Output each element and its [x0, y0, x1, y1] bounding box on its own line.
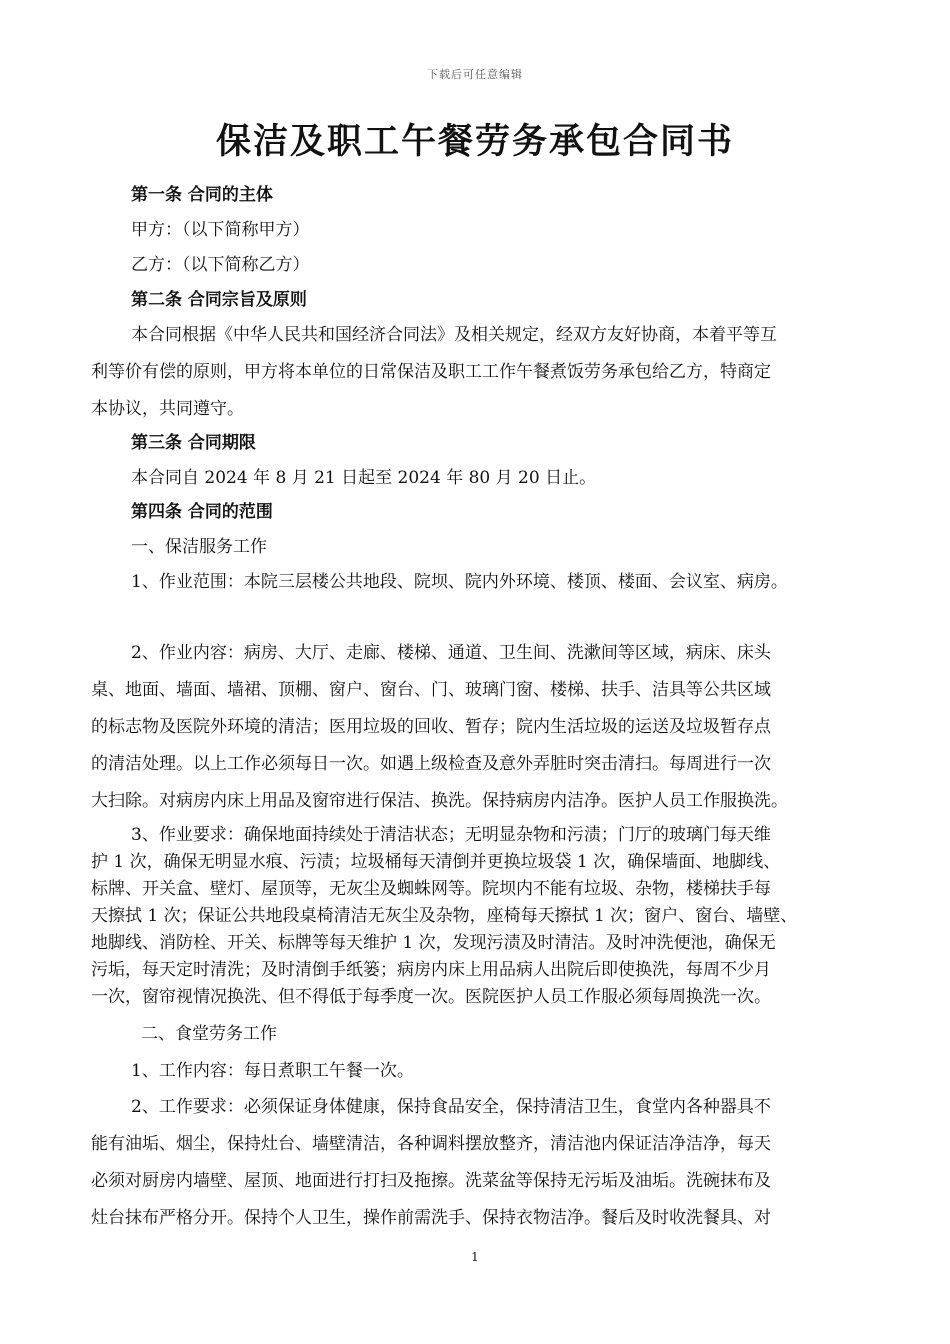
article-3-heading: 第三条 合同期限 — [131, 433, 256, 453]
article-2-text-line: 本协议，共同遵守。 — [91, 399, 244, 419]
document-title: 保洁及职工午餐劳务承包合同书 — [215, 121, 734, 162]
section-cleaning-heading: 一、保洁服务工作 — [131, 537, 267, 557]
cleaning-content-line: 桌、地面、墙面、墙裙、顶棚、窗户、窗台、门、玻璃门窗、楼梯、扶手、洁具等公共区域 — [91, 680, 771, 700]
article-2-text-line: 本合同根据《中华人民共和国经济合同法》及相关规定，经双方友好协商，本着平等互 — [131, 325, 777, 345]
cleaning-requirement-line: 污垢，每天定时清洗；及时清倒手纸篓；病房内床上用品病人出院后即使换洗，每周不少月 — [91, 960, 771, 980]
article-2-heading: 第二条 合同宗旨及原则 — [131, 290, 307, 310]
cleaning-requirement-line: 护 1 次，确保无明显水痕、污渍；垃圾桶每天清倒并更换垃圾袋 1 次，确保墙面、地脚线、 — [91, 852, 781, 872]
canteen-requirement-line: 能有油垢、烟尘，保持灶台、墙壁清洁，各种调料摆放整齐，清洁池内保证洁净洁净，每天 — [91, 1134, 771, 1154]
cleaning-content-line: 2、作业内容：病房、大厅、走廊、楼梯、通道、卫生间、洗漱间等区域，病床、床头 — [131, 643, 771, 663]
cleaning-requirement-line: 3、作业要求：确保地面持续处于清洁状态；无明显杂物和污渍；门厅的玻璃门每天维 — [131, 825, 771, 845]
canteen-requirement-line: 灶台抹布严格分开。保持个人卫生，操作前需洗手、保持衣物洁净。餐后及时收洗餐具、对 — [91, 1208, 771, 1228]
cleaning-requirement-line: 一次，窗帘视情况换洗、但不得低于每季度一次。医院医护人员工作服必须每周换洗一次。 — [91, 987, 771, 1007]
canteen-requirement-line: 必须对厨房内墙壁、屋顶、地面进行打扫及拖擦。洗菜盆等保持无污垢及油垢。洗碗抹布及 — [91, 1171, 771, 1191]
page-header-note: 下载后可任意编辑 — [427, 68, 523, 81]
article-1-heading: 第一条 合同的主体 — [131, 185, 273, 205]
page-number: 1 — [471, 1250, 479, 1264]
canteen-content-line: 1、工作内容：每日煮职工午餐一次。 — [131, 1061, 414, 1081]
section-canteen-heading: 二、食堂劳务工作 — [141, 1024, 277, 1044]
cleaning-scope-line: 1、作业范围：本院三层楼公共地段、院坝、院内外环境、楼顶、楼面、会议室、病房。 — [131, 572, 788, 592]
cleaning-requirement-line: 地脚线、消防栓、开关、标牌等每天维护 1 次，发现污渍及时清洁。及时冲洗便池，确保无 — [91, 933, 776, 953]
article-4-heading: 第四条 合同的范围 — [131, 502, 273, 522]
party-b-line: 乙方：（以下简称乙方） — [131, 255, 310, 275]
cleaning-requirement-line: 天擦拭 1 次；保证公共地段桌椅清洁无灰尘及杂物，座椅每天擦拭 1 次；窗户、窗台、墙壁、 — [91, 906, 798, 926]
cleaning-requirement-line: 标牌、开关盒、壁灯、屋顶等，无灰尘及蜘蛛网等。院坝内不能有垃圾、杂物，楼梯扶手每 — [91, 879, 771, 899]
article-2-text-line: 利等价有偿的原则，甲方将本单位的日常保洁及职工工作午餐煮饭劳务承包给乙方，特商定 — [91, 362, 771, 382]
cleaning-content-line: 大扫除。对病房内床上用品及窗帘进行保洁、换洗。保持病房内洁净。医护人员工作服换洗。 — [91, 791, 788, 811]
cleaning-content-line: 的清洁处理。以上工作必须每日一次。如遇上级检查及意外弄脏时突击清扫。每周进行一次 — [91, 754, 771, 774]
canteen-requirement-line: 2、工作要求：必须保证身体健康，保持食品安全，保持清洁卫生，食堂内各种器具不 — [131, 1097, 771, 1117]
cleaning-content-line: 的标志物及医院外环境的清洁；医用垃圾的回收、暂存；院内生活垃圾的运送及垃圾暂存点 — [91, 717, 771, 737]
article-3-text-line: 本合同自 2024 年 8 月 21 日起至 2024 年 80 月 20 日止。 — [131, 468, 597, 488]
party-a-line: 甲方：（以下简称甲方） — [131, 220, 310, 240]
